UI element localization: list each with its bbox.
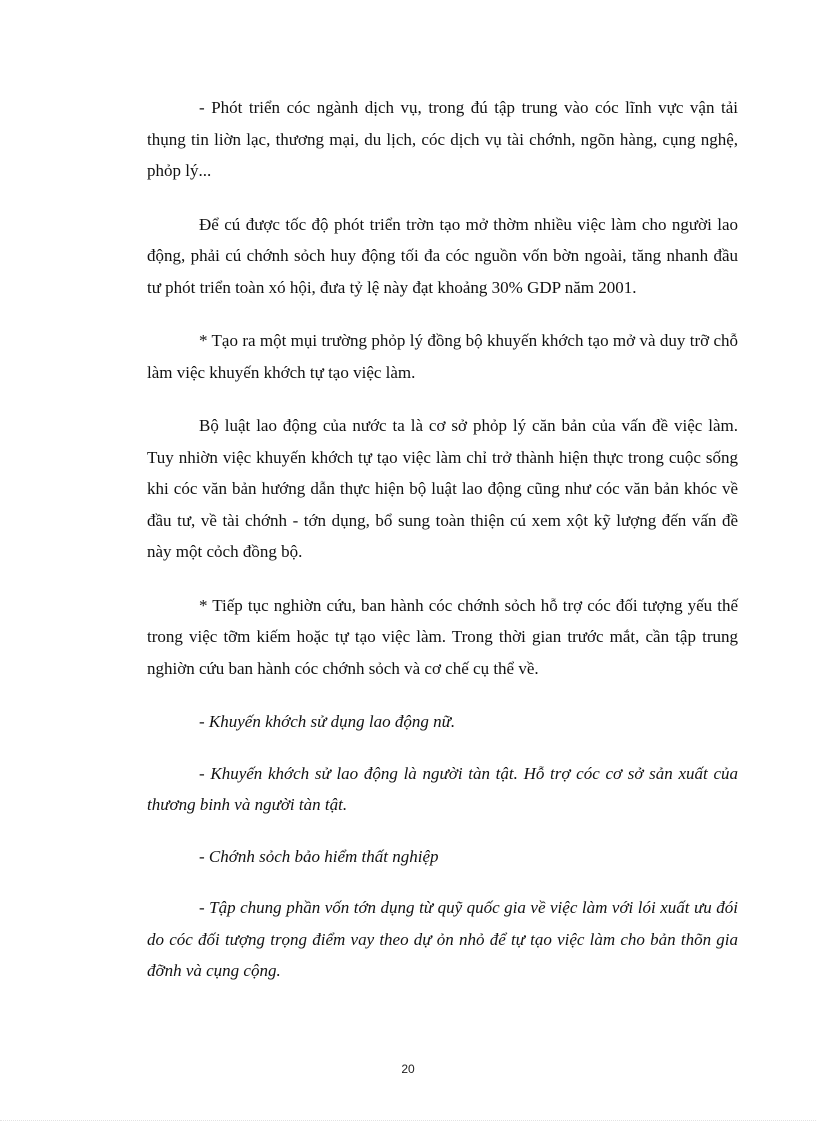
list-item-female-labor: - Khuyến khớch sử dụng lao động nữ.	[199, 712, 456, 731]
paragraph-service-development: - Phót triển cóc ngành dịch vụ, trong đú tập trung vào cóc lĩnh vực vận tải thụng tin liờn lạc, thương mại, du lịch, cóc dịch vụ tài chớnh, ngõn hàng, cụng nghệ, phỏp lý...	[147, 98, 738, 180]
paragraph-legal-environment: * Tạo ra một mụi trường phỏp lý đồng bộ khuyến khớch tạo mở và duy trỡ chỗ làm việc khuyến khớch tự tạo việc làm.	[147, 331, 738, 382]
paragraph-support-policies: * Tiếp tục nghiờn cứu, ban hành cóc chớnh sỏch hỗ trợ cóc đối tượng yếu thế trong việc tỡm kiếm hoặc tự tạo việc làm. Trong thời gian trước mắt, cần tập trung nghiờn cứu ban hành cóc chớnh sỏch và cơ chế cụ thể về.	[147, 595, 738, 678]
paragraph-labor-code: Bộ luật lao động của nước ta là cơ sở phỏp lý căn bản của vấn đề việc làm. Tuy nhiờn việc khuyến khớch tự tạo việc làm chỉ trở thành hiện thực trong cuộc sống khi cóc văn bản hướng dẫn thực hiện bộ luật lao động cũng như cóc văn bản khóc về đầu tư, về tài chớnh - tớn dụng, bổ sung toàn thiện cú xem xột kỹ lượng đến vấn đề này một cỏch đồng bộ.	[147, 416, 738, 561]
list-item-unemployment-insurance: - Chớnh sỏch bảo hiểm thất nghiệp	[199, 846, 439, 866]
list-item-credit-fund: - Tập chung phần vốn tớn dụng từ quỹ quốc gia về việc làm với lói xuất ưu đói do cóc đối tượng trọng điểm vay theo dự ỏn nhỏ để tự tạo việc làm cho bản thõn gia đỡnh và cụng cộng.	[147, 898, 738, 980]
paragraph-investment-growth: Để cú được tốc độ phót triển trờn tạo mở thờm nhiều việc làm cho người lao động, phải cú chớnh sỏch huy động tối đa cóc nguồn vốn bờn ngoài, tăng nhanh đầu tư phót triển toàn xó hội, đưa tỷ lệ này đạt khoảng 30% GDP năm 2001.	[147, 214, 738, 297]
bottom-divider	[0, 1120, 816, 1121]
list-item-disabled-labor: - Khuyến khớch sử lao động là người tàn tật. Hỗ trợ cóc cơ sở sản xuất của thương binh và người tàn tật.	[147, 763, 738, 814]
page-number: 20	[401, 1062, 415, 1076]
page-body	[147, 92, 738, 987]
